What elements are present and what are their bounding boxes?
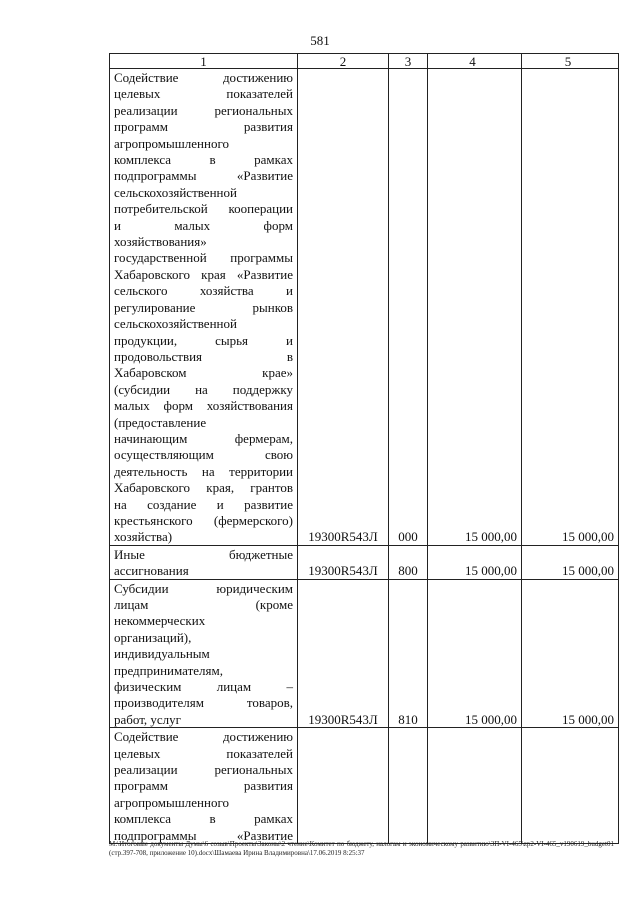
table-header-row [110,54,619,69]
item-name-line: физическим лицам – [114,679,293,695]
item-name-line: Содействие достижению [114,70,293,85]
item-name-line: деятельность на территории [114,463,293,479]
header-cell-3: 3 [389,54,428,69]
item-name-line: хозяйства) [114,529,173,545]
item-name-line: Хабаровском крае» [114,365,293,381]
item-name-line: комплекса в рамках [114,152,293,168]
item-name-line: работ, услуг [114,711,182,727]
target-article-code-cell [298,728,389,844]
item-name-line: государственной программы [114,250,293,266]
target-article-code-cell: 19300R543Л [298,579,389,728]
header-cell-1: 1 [110,54,298,69]
item-name-line: агропромышленного [114,794,229,810]
table-row [110,545,619,579]
item-name-line: регулирование рынков [114,299,293,315]
item-name-line: крестьянского (фермерского) [114,512,293,528]
item-name-line: сельскохозяйственной [114,316,237,332]
amount-col4-cell: 15 000,00 [428,579,522,728]
amount-col4-cell: 15 000,00 [428,69,522,546]
item-name-line: и малых форм [114,217,293,233]
item-name-line: подпрограммы «Развитие [114,827,293,843]
item-name-line: реализации региональных [114,102,293,118]
item-name-line: агропромышленного [114,135,229,151]
item-name-line: ассигнования [114,563,189,579]
budget-table [109,53,619,844]
page-number: 581 [310,33,330,48]
header-cell-2: 2 [298,54,389,69]
amount-col4-cell [428,728,522,844]
item-name-line: потребительской кооперации [114,201,293,217]
amount-col5-cell: 15 000,00 [522,545,619,579]
item-name-line: подпрограммы «Развитие [114,168,293,184]
item-name-line: продовольствия в [114,348,293,364]
expense-type-cell [389,728,428,844]
file-path-footer: М:\Итоговые документы Думы\6 созыв\Проекты\Законы\2 чтение\Комитет по бюджету, налогам и экономическому развитию\ЗП-VI-465\zp2-VI-465_v190619_budget01 (стр.397-708, приложение 10).docx\Шамаева Ирина Владимировна\17.06.2019 8:25:37 [109,840,614,857]
item-name-cell [110,728,298,844]
item-name-line: сельскохозяйственной [114,184,237,200]
item-name-line: индивидуальным [114,646,210,662]
item-name-line: реализации региональных [114,762,293,778]
item-name-line: начинающим фермерам, [114,430,293,446]
table-row [110,728,619,844]
item-name-line: организаций), [114,629,192,645]
item-name-line: лицам (кроме [114,597,293,612]
item-name-line: некоммерческих [114,613,206,629]
header-cell-5: 5 [522,54,619,69]
target-article-code-cell: 19300R543Л [298,545,389,579]
item-name-cell [110,545,298,579]
item-name-line: Содействие достижению [114,729,293,745]
item-name-line: предпринимателям, [114,662,223,678]
item-name-line: малых форм хозяйствования [114,398,293,414]
item-name-line: Субсидии юридическим [114,580,293,596]
item-name-line: производителям товаров, [114,695,293,711]
amount-col5-cell: 15 000,00 [522,69,619,546]
expense-type-cell: 000 [389,69,428,546]
item-name-cell [110,579,298,728]
item-name-line: Хабаровского края «Развитие [114,266,293,282]
expense-type-cell: 800 [389,545,428,579]
item-name-line: целевых показателей [114,745,293,761]
item-name-line: сельского хозяйства и [114,283,293,299]
header-cell-4: 4 [428,54,522,69]
item-name-line: целевых показателей [114,86,293,102]
item-name-line: программ развития [114,119,293,135]
table-row [110,579,619,728]
amount-col5-cell: 15 000,00 [522,579,619,728]
item-name-line: продукции, сырья и [114,332,293,348]
item-name-line: хозяйствования» [114,234,207,250]
item-name-line: осуществляющим свою [114,447,293,463]
item-name-line: Хабаровского края, грантов [114,480,293,496]
item-name-cell [110,69,298,546]
amount-col4-cell: 15 000,00 [428,545,522,579]
table-row [110,69,619,546]
target-article-code-cell: 19300R543Л [298,69,389,546]
item-name-line: комплекса в рамках [114,811,293,827]
item-name-line: программ развития [114,778,293,794]
item-name-line: (субсидии на поддержку [114,381,293,397]
expense-type-cell: 810 [389,579,428,728]
item-name-line: Иные бюджетные [114,546,293,562]
amount-col5-cell [522,728,619,844]
item-name-line: (предоставление [114,414,207,430]
item-name-line: на создание и развитие [114,496,293,512]
